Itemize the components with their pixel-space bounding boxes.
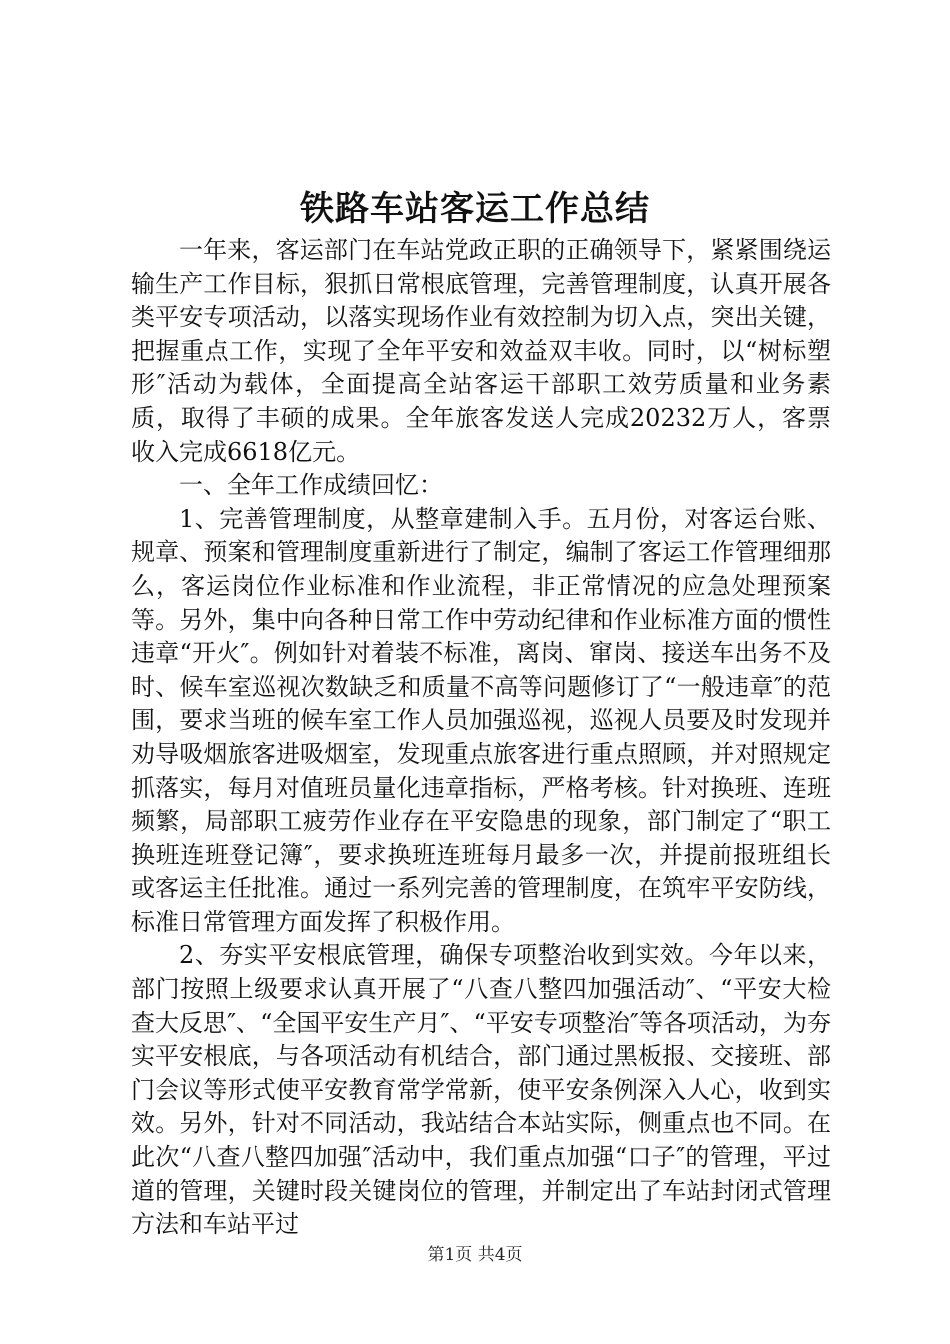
page-footer: 第1页 共4页	[427, 1245, 523, 1265]
document-body	[131, 234, 831, 1242]
paragraph-intro: 一年来，客运部门在车站党政正职的正确领导下，紧紧围绕运输生产工作目标，狠抓日常根底管理，完善管理制度，认真开展各类平安专项活动，以落实现场作业有效控制为切入点，突出关键，把握重点工作，实现了全年平安和效益双丰收。同时，以“树标塑形″活动为载体，全面提高全站客运干部职工效劳质量和业务素质，取得了丰硕的成果。全年旅客发送人完成20232万人，客票收入完成6618亿元。	[131, 236, 831, 466]
paragraph-item-1: 1、完善管理制度，从整章建制入手。五月份，对客运台账、规章、预案和管理制度重新进行了制定，编制了客运工作管理细那么，客运岗位作业标准和作业流程，非正常情况的应急处理预案等。另外，集中向各种日常工作中劳动纪律和作业标准方面的惯性违章“开火″。例如针对着装不标准，离岗、窜岗、接送车出务不及时、候车室巡视次数缺乏和质量不高等问题修订了“一般违章″的范围，要求当班的候车室工作人员加强巡视，巡视人员要及时发现并劝导吸烟旅客进吸烟室，发现重点旅客进行重点照顾，并对照规定抓落实，每月对值班员量化违章指标，严格考核。针对换班、连班频繁，局部职工疲劳作业存在平安隐患的现象，部门制定了“职工换班连班登记簿″，要求换班连班每月最多一次，并提前报班组长或客运主任批准。通过一系列完善的管理制度，在筑牢平安防线，标准日常管理方面发挥了积极作用。	[131, 504, 831, 936]
document-title: 铁路车站客运工作总结	[300, 189, 650, 229]
paragraph-section-heading: 一、全年工作成绩回忆：	[179, 471, 443, 500]
paragraph-item-2: 2、夯实平安根底管理，确保专项整治收到实效。今年以来，部门按照上级要求认真开展了“八查八整四加强活动″、“平安大检查大反思″、“全国平安生产月″、“平安专项整治″等各项活动，为夯实平安根底，与各项活动有机结合，部门通过黑板报、交接班、部门会议等形式使平安教育常学常新，使平安条例深入人心，收到实效。另外，针对不同活动，我站结合本站实际，侧重点也不同。在此次“八查八整四加强″活动中，我们重点加强“口子″的管理，平过道的管理，关键时段关键岗位的管理，并制定出了车站封闭式管理方法和车站平过	[131, 941, 831, 1239]
